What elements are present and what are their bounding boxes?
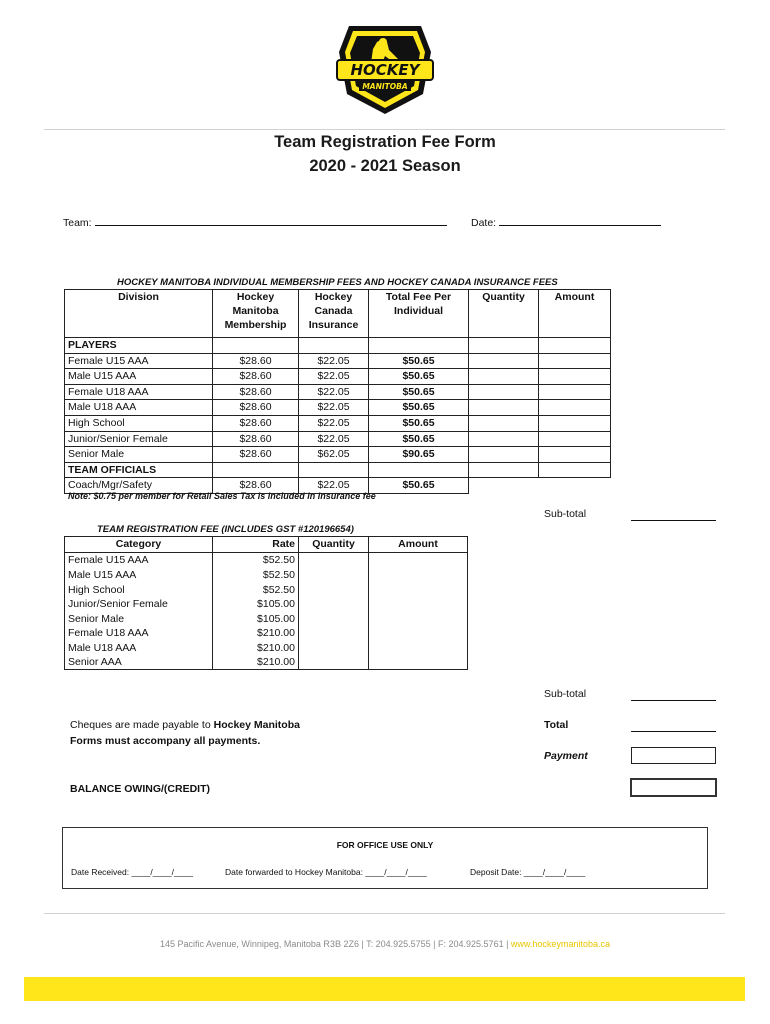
category-cell: Senior AAA <box>65 655 213 670</box>
team-fee-subtotal-label: Sub-total <box>544 688 587 700</box>
category-cell: Senior Male <box>65 612 213 627</box>
col-amount: Amount <box>539 290 611 338</box>
category-cell: Female U18 AAA <box>65 626 213 641</box>
payment-label: Payment <box>544 750 588 762</box>
table-row <box>65 431 711 447</box>
category-cell: Junior/Senior Female <box>65 597 213 612</box>
total-line[interactable] <box>631 731 716 732</box>
team-field[interactable] <box>63 217 447 229</box>
total-fee-cell: $50.65 <box>369 369 469 385</box>
amount-cell[interactable] <box>539 369 611 385</box>
hc-fee-cell: $22.05 <box>299 431 369 447</box>
logo-word-hockey: HOCKEY <box>350 61 420 79</box>
quantity-cell[interactable] <box>469 400 539 416</box>
col-hm-line-1: Hockey <box>236 291 275 303</box>
balance-label: BALANCE OWING/(CREDIT) <box>70 783 210 795</box>
footer-address: 145 Pacific Avenue, Winnipeg, Manitoba R3B 2Z6 | T: 204.925.5755 | F: 204.925.5761 | <box>160 939 511 949</box>
col-hm-line-3: Membership <box>224 319 287 331</box>
table-row <box>65 369 711 385</box>
hm-fee-cell: $28.60 <box>213 415 299 431</box>
division-cell: Female U15 AAA <box>65 353 213 369</box>
rate-cell: $210.00 <box>213 626 299 641</box>
col-category: Category <box>65 537 213 553</box>
date-field[interactable] <box>471 217 661 229</box>
col-total-line-2: Individual <box>393 305 443 317</box>
rate-cell: $210.00 <box>213 655 299 670</box>
date-label: Date: <box>471 217 497 229</box>
officials-group-row <box>65 462 711 478</box>
hc-fee-cell: $62.05 <box>299 447 369 463</box>
col-hockey-canada-insurance <box>299 290 369 338</box>
team-quantity-cell[interactable] <box>299 553 369 670</box>
hm-fee-cell: $28.60 <box>213 478 299 494</box>
division-cell: Female U18 AAA <box>65 384 213 400</box>
category-cell: High School <box>65 583 213 598</box>
logo-word-manitoba: MANITOBA <box>362 82 408 91</box>
footer-contact <box>0 939 770 949</box>
division-cell: Male U18 AAA <box>65 400 213 416</box>
balance-input[interactable] <box>630 778 717 797</box>
hm-fee-cell: $28.60 <box>213 400 299 416</box>
cheques-prefix: Cheques are made payable to <box>70 719 214 731</box>
amount-cell[interactable] <box>539 338 611 354</box>
membership-header-row <box>65 290 711 338</box>
amount-cell[interactable] <box>539 384 611 400</box>
amount-cell[interactable] <box>539 415 611 431</box>
col-total-fee <box>369 290 469 338</box>
hc-fee-cell: $22.05 <box>299 369 369 385</box>
col-hockey-manitoba-membership <box>213 290 299 338</box>
total-fee-cell: $90.65 <box>369 447 469 463</box>
form-title: Team Registration Fee Form <box>274 133 496 151</box>
hm-fee-cell: $28.60 <box>213 353 299 369</box>
col-team-quantity: Quantity <box>299 537 369 553</box>
amount-cell[interactable] <box>539 431 611 447</box>
cheques-note <box>70 719 300 731</box>
amount-cell[interactable] <box>539 353 611 369</box>
team-amount-cell[interactable] <box>369 553 468 670</box>
top-divider <box>44 129 725 130</box>
category-cell: Male U15 AAA <box>65 568 213 583</box>
table-row <box>65 553 468 569</box>
hm-fee-cell: $28.60 <box>213 369 299 385</box>
total-fee-cell: $50.65 <box>369 400 469 416</box>
team-fee-section-title: TEAM REGISTRATION FEE (INCLUDES GST #120196654) <box>97 524 354 535</box>
col-hc-line-1: Hockey <box>314 291 353 303</box>
hc-fee-cell: $22.05 <box>299 415 369 431</box>
col-division: Division <box>65 290 213 338</box>
col-hc-line-2: Canada <box>314 305 353 317</box>
bottom-divider <box>44 913 725 914</box>
hm-fee-cell: $28.60 <box>213 447 299 463</box>
hc-fee-cell: $22.05 <box>299 384 369 400</box>
quantity-cell[interactable] <box>469 447 539 463</box>
quantity-cell[interactable] <box>469 384 539 400</box>
footer-website-link[interactable]: www.hockeymanitoba.ca <box>510 939 610 949</box>
table-row <box>65 415 711 431</box>
total-fee-cell: $50.65 <box>369 431 469 447</box>
hc-fee-cell: $22.05 <box>299 353 369 369</box>
footer-brand-bar <box>24 977 745 1001</box>
quantity-cell[interactable] <box>469 462 539 478</box>
forms-note: Forms must accompany all payments. <box>70 735 261 747</box>
table-row <box>65 384 711 400</box>
table-row <box>65 353 711 369</box>
team-fee-table <box>64 536 468 670</box>
team-fee-subtotal-line[interactable] <box>631 700 716 701</box>
hc-fee-cell: $22.05 <box>299 478 369 494</box>
category-cell: Female U15 AAA <box>65 553 213 569</box>
date-received-field[interactable]: Date Received: ____/____/____ <box>71 867 193 877</box>
payment-input[interactable] <box>631 747 716 764</box>
cheques-payee: Hockey Manitoba <box>213 719 300 731</box>
division-cell: Junior/Senior Female <box>65 431 213 447</box>
total-label: Total <box>544 719 569 731</box>
team-label: Team: <box>63 217 92 229</box>
col-team-amount: Amount <box>369 537 468 553</box>
total-fee-cell: $50.65 <box>369 353 469 369</box>
table-row <box>65 400 711 416</box>
players-group-row <box>65 338 711 354</box>
col-hc-line-3: Insurance <box>308 319 359 331</box>
deposit-date-field[interactable]: Deposit Date: ____/____/____ <box>470 867 586 877</box>
amount-cell[interactable] <box>539 462 611 478</box>
total-fee-cell: $50.65 <box>369 478 469 494</box>
quantity-cell[interactable] <box>469 338 539 354</box>
date-forwarded-field[interactable]: Date forwarded to Hockey Manitoba: ____/____/____ <box>225 867 427 877</box>
division-cell: Senior Male <box>65 447 213 463</box>
col-quantity: Quantity <box>469 290 539 338</box>
hm-fee-cell: $28.60 <box>213 384 299 400</box>
rate-cell: $52.50 <box>213 568 299 583</box>
membership-section-title: HOCKEY MANITOBA INDIVIDUAL MEMBERSHIP FEES AND HOCKEY CANADA INSURANCE FEES <box>117 277 558 288</box>
quantity-cell[interactable] <box>469 415 539 431</box>
division-cell: High School <box>65 415 213 431</box>
team-input-line[interactable] <box>95 217 447 226</box>
total-fee-cell: $50.65 <box>369 384 469 400</box>
team-fee-header-row <box>65 537 468 553</box>
hc-fee-cell: $22.05 <box>299 400 369 416</box>
office-use-title: FOR OFFICE USE ONLY <box>336 840 434 850</box>
membership-subtotal-label: Sub-total <box>544 508 587 520</box>
amount-cell[interactable] <box>539 400 611 416</box>
amount-cell[interactable] <box>539 447 611 463</box>
quantity-cell[interactable] <box>469 431 539 447</box>
category-cell: Male U18 AAA <box>65 641 213 656</box>
col-rate: Rate <box>213 537 299 553</box>
insurance-tax-note: Note: $0.75 per member for Retail Sales Tax is included in insurance fee <box>68 491 376 501</box>
col-total-line-1: Total Fee Per <box>385 291 452 303</box>
division-cell: Male U15 AAA <box>65 369 213 385</box>
rate-cell: $105.00 <box>213 597 299 612</box>
membership-table <box>64 289 711 494</box>
rate-cell: $52.50 <box>213 583 299 598</box>
season-title: 2020 - 2021 Season <box>309 157 461 175</box>
membership-subtotal-line[interactable] <box>631 520 716 521</box>
group-officials-label: TEAM OFFICIALS <box>65 462 213 478</box>
office-use-box <box>62 827 708 889</box>
rate-cell: $210.00 <box>213 641 299 656</box>
quantity-cell[interactable] <box>469 369 539 385</box>
date-input-line[interactable] <box>499 217 661 226</box>
total-fee-cell: $50.65 <box>369 415 469 431</box>
hockey-manitoba-logo <box>331 22 439 116</box>
group-players-label: PLAYERS <box>65 338 213 354</box>
hm-fee-cell: $28.60 <box>213 431 299 447</box>
table-row <box>65 447 711 463</box>
division-cell: Coach/Mgr/Safety <box>65 478 213 494</box>
rate-cell: $52.50 <box>213 553 299 569</box>
rate-cell: $105.00 <box>213 612 299 627</box>
quantity-cell[interactable] <box>469 353 539 369</box>
col-hm-line-2: Manitoba <box>232 305 279 317</box>
